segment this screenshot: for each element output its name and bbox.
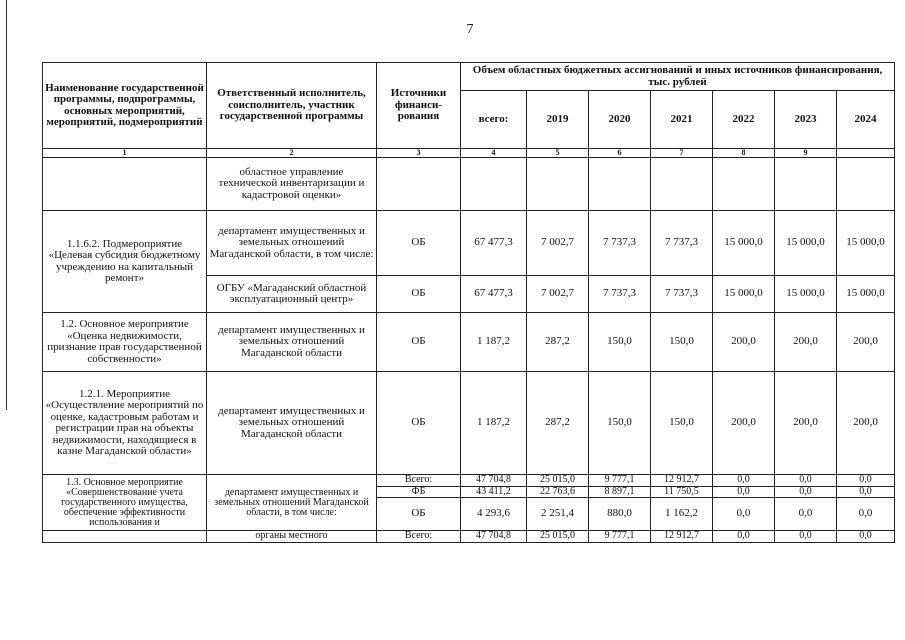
- index-cell: [837, 149, 895, 158]
- value-2021: 12 912,7: [651, 475, 713, 487]
- source-cell: ОБ: [377, 498, 461, 531]
- table-row: [43, 531, 895, 543]
- value-2019: 25 015,0: [527, 475, 589, 487]
- index-cell: 5: [527, 149, 589, 158]
- index-cell: 1: [43, 149, 207, 158]
- value-total: 4 293,6: [461, 498, 527, 531]
- value-total: 67 477,3: [461, 276, 527, 313]
- value-2020: 7 737,3: [589, 211, 651, 276]
- index-cell: 7: [651, 149, 713, 158]
- value-cell: [651, 158, 713, 211]
- executor-cell: департамент имущественных и земельных отношений Магаданской области, в том числе:: [207, 211, 377, 276]
- executor-cell: ОГБУ «Магаданский областной эксплуатационный центр»: [207, 276, 377, 313]
- executor-cell: областное управление технической инвентаризации и кадастровой оценки»: [207, 158, 377, 211]
- header-executor: Ответственный исполнитель, соисполнитель, участник государственной программы: [207, 63, 377, 149]
- table-row: [43, 372, 895, 475]
- source-cell: ОБ: [377, 276, 461, 313]
- value-2022: 15 000,0: [713, 211, 775, 276]
- value-2019: 287,2: [527, 372, 589, 475]
- header-volume-group: Объем областных бюджетных ассигнований и иных источников финансирования, тыс. рублей: [461, 63, 895, 91]
- table-row: [43, 313, 895, 372]
- table-row: [43, 158, 895, 211]
- value-2023: 0,0: [775, 486, 837, 498]
- value-2024: 0,0: [837, 486, 895, 498]
- value-cell: [713, 158, 775, 211]
- value-2021: 11 750,5: [651, 486, 713, 498]
- index-cell: 9: [775, 149, 837, 158]
- value-2023: 0,0: [775, 475, 837, 487]
- value-2024: 200,0: [837, 313, 895, 372]
- value-2020: 880,0: [589, 498, 651, 531]
- value-2024: 15 000,0: [837, 211, 895, 276]
- value-total: 47 704,8: [461, 531, 527, 543]
- column-index-row: [43, 149, 895, 158]
- value-2023: 200,0: [775, 313, 837, 372]
- financing-table: [42, 62, 895, 543]
- value-2020: 9 777,1: [589, 531, 651, 543]
- index-cell: 2: [207, 149, 377, 158]
- value-2021: 7 737,3: [651, 276, 713, 313]
- header-2023: 2023: [775, 91, 837, 149]
- value-2020: 9 777,1: [589, 475, 651, 487]
- value-2019: 287,2: [527, 313, 589, 372]
- header-source: Источники финанси-рования: [377, 63, 461, 149]
- header-name: Наименование государственной программы, подпрограммы, основных мероприятий, мероприятий, подмероприятий: [43, 63, 207, 149]
- value-2020: 8 897,1: [589, 486, 651, 498]
- value-2024: 15 000,0: [837, 276, 895, 313]
- value-2020: 7 737,3: [589, 276, 651, 313]
- index-cell: 3: [377, 149, 461, 158]
- name-cell: [43, 158, 207, 211]
- index-cell: 4: [461, 149, 527, 158]
- value-total: 67 477,3: [461, 211, 527, 276]
- value-2019: 7 002,7: [527, 211, 589, 276]
- header-2024: 2024: [837, 91, 895, 149]
- value-2020: 150,0: [589, 372, 651, 475]
- value-2022: 0,0: [713, 531, 775, 543]
- value-cell: [461, 158, 527, 211]
- value-2024: 200,0: [837, 372, 895, 475]
- value-2022: 0,0: [713, 486, 775, 498]
- index-cell: 8: [713, 149, 775, 158]
- source-cell: [377, 158, 461, 211]
- header-2020: 2020: [589, 91, 651, 149]
- value-2019: 22 763,6: [527, 486, 589, 498]
- value-2021: 150,0: [651, 372, 713, 475]
- value-cell: [589, 158, 651, 211]
- page-number: 7: [466, 22, 474, 37]
- value-2021: 12 912,7: [651, 531, 713, 543]
- value-cell: [837, 158, 895, 211]
- value-2023: 15 000,0: [775, 276, 837, 313]
- source-cell: ОБ: [377, 211, 461, 276]
- value-2022: 200,0: [713, 313, 775, 372]
- value-2024: 0,0: [837, 475, 895, 487]
- value-2023: 200,0: [775, 372, 837, 475]
- executor-cell: департамент имущественных и земельных отношений Магаданской области: [207, 372, 377, 475]
- value-2019: 7 002,7: [527, 276, 589, 313]
- value-total: 43 411,2: [461, 486, 527, 498]
- value-2022: 200,0: [713, 372, 775, 475]
- value-2022: 0,0: [713, 475, 775, 487]
- value-total: 1 187,2: [461, 313, 527, 372]
- value-2019: 25 015,0: [527, 531, 589, 543]
- value-2024: 0,0: [837, 498, 895, 531]
- name-cell: [43, 531, 207, 543]
- value-cell: [775, 158, 837, 211]
- executor-cell: департамент имущественных и земельных отношений Магаданской области, в том числе:: [207, 475, 377, 531]
- header-total: всего:: [461, 91, 527, 149]
- value-2019: 2 251,4: [527, 498, 589, 531]
- name-cell: 1.2.1. Мероприятие «Осуществление мероприятий по оценке, кадастровым работам и регистрации прав на объекты недвижимости, находящиеся в казне Магаданской области»: [43, 372, 207, 475]
- index-cell: 6: [589, 149, 651, 158]
- name-cell: 1.3. Основное мероприятие «Совершенствование учета государственного имущества, обеспечение эффективности использования и: [43, 475, 207, 531]
- value-total: 1 187,2: [461, 372, 527, 475]
- value-2024: 0,0: [837, 531, 895, 543]
- value-2021: 1 162,2: [651, 498, 713, 531]
- value-2023: 0,0: [775, 498, 837, 531]
- value-2022: 0,0: [713, 498, 775, 531]
- value-2020: 150,0: [589, 313, 651, 372]
- value-total: 47 704,8: [461, 475, 527, 487]
- source-cell: ОБ: [377, 313, 461, 372]
- value-2022: 15 000,0: [713, 276, 775, 313]
- value-2021: 7 737,3: [651, 211, 713, 276]
- left-margin-line: [6, 0, 7, 410]
- header-2022: 2022: [713, 91, 775, 149]
- value-cell: [527, 158, 589, 211]
- value-2023: 15 000,0: [775, 211, 837, 276]
- name-cell: 1.1.6.2. Подмероприятие «Целевая субсидия бюджетному учреждению на капитальный ремонт»: [43, 211, 207, 313]
- table-row: [43, 211, 895, 276]
- source-cell: ОБ: [377, 372, 461, 475]
- value-2023: 0,0: [775, 531, 837, 543]
- executor-cell: департамент имущественных и земельных отношений Магаданской области: [207, 313, 377, 372]
- source-cell: Всего:: [377, 475, 461, 487]
- value-2021: 150,0: [651, 313, 713, 372]
- source-cell: Всего:: [377, 531, 461, 543]
- name-cell: 1.2. Основное мероприятие «Оценка недвижимости, признание прав государственной собственности»: [43, 313, 207, 372]
- header-2021: 2021: [651, 91, 713, 149]
- table-row: [43, 475, 895, 487]
- source-cell: ФБ: [377, 486, 461, 498]
- header-2019: 2019: [527, 91, 589, 149]
- executor-cell: органы местного: [207, 531, 377, 543]
